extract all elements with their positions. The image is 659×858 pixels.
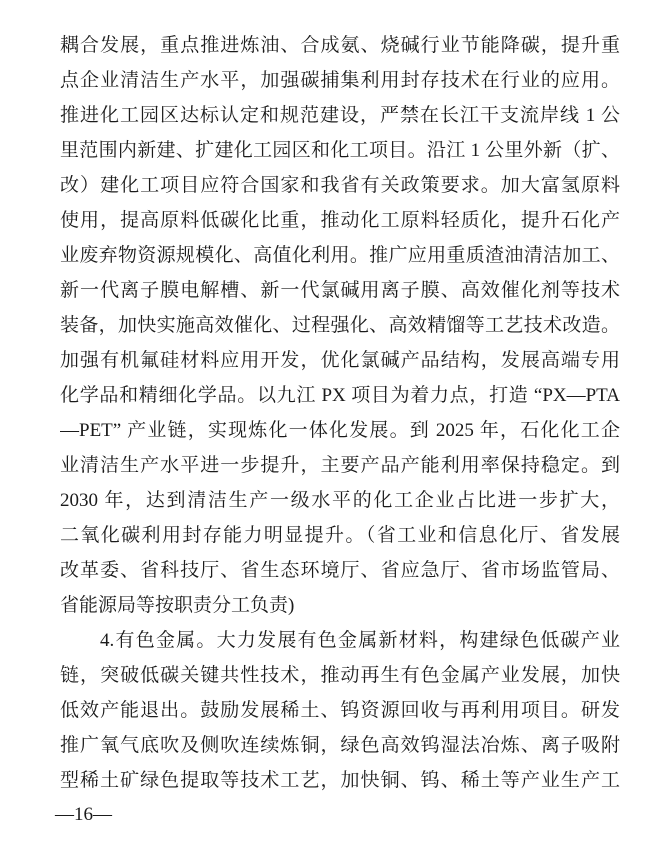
text-line: 型稀土矿绿色提取等技术工艺，加快铜、钨、稀土等产业生产工 [60, 770, 620, 791]
body-text [60, 28, 620, 798]
text-line: 新一代离子膜电解槽、新一代氯碱用离子膜、高效催化剂等技术 [60, 280, 620, 301]
text-line: 二氧化碳利用封存能力明显提升。（省工业和信息化厅、省发展 [60, 525, 620, 546]
text-line: 点企业清洁生产水平，加强碳捕集利用封存技术在行业的应用。 [60, 70, 620, 91]
text-line: 推进化工园区达标认定和规范建设，严禁在长江干支流岸线 1 公 [60, 105, 620, 126]
text-line: 改）建化工项目应符合国家和我省有关政策要求。加大富氢原料 [60, 175, 620, 196]
text-line: 推广氧气底吹及侧吹连续炼铜，绿色高效钨湿法冶炼、离子吸附 [60, 735, 620, 756]
text-line: 业清洁生产水平进一步提升，主要产品产能利用率保持稳定。到 [60, 455, 620, 476]
text-line: 2030 年，达到清洁生产一级水平的化工企业占比进一步扩大， [60, 490, 620, 511]
text-line: 4.有色金属。大力发展有色金属新材料，构建绿色低碳产业 [100, 630, 620, 651]
text-line: 业废弃物资源规模化、高值化利用。推广应用重质渣油清洁加工、 [60, 245, 620, 266]
text-line: 使用，提高原料低碳化比重，推动化工原料轻质化，提升石化产 [60, 210, 620, 231]
text-line: 省能源局等按职责分工负责) [60, 595, 295, 616]
page-number: —16— [55, 804, 112, 825]
text-line: —PET” 产业链，实现炼化一体化发展。到 2025 年，石化化工企 [60, 420, 620, 441]
text-line: 链，突破低碳关键共性技术，推动再生有色金属产业发展，加快 [60, 665, 620, 686]
text-line: 里范围内新建、扩建化工园区和化工项目。沿江 1 公里外新（扩、 [60, 140, 620, 161]
text-line: 加强有机氟硅材料应用开发，优化氯碱产品结构，发展高端专用 [60, 350, 620, 371]
text-line: 低效产能退出。鼓励发展稀土、钨资源回收与再利用项目。研发 [60, 700, 620, 721]
text-line: 耦合发展，重点推进炼油、合成氨、烧碱行业节能降碳，提升重 [60, 35, 620, 56]
text-line: 装备，加快实施高效催化、过程强化、高效精馏等工艺技术改造。 [60, 315, 620, 336]
text-line: 改革委、省科技厅、省生态环境厅、省应急厅、省市场监管局、 [60, 560, 620, 581]
text-line: 化学品和精细化学品。以九江 PX 项目为着力点，打造 “PX—PTA [60, 385, 620, 406]
